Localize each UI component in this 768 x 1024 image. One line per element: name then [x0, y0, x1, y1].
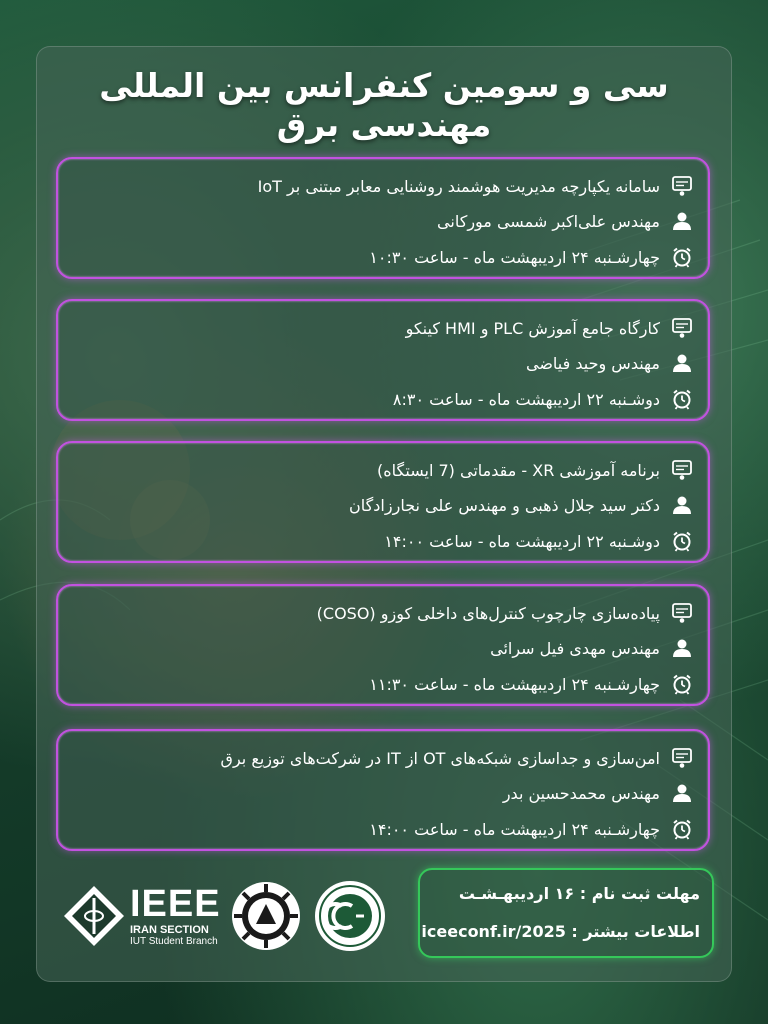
event-time: چهارشـنبه ۲۴ اردیبهشت ماه - ساعت ۱۰:۳۰ — [369, 247, 660, 267]
iut-university-logo — [230, 880, 302, 952]
alarm-clock-icon — [670, 817, 694, 841]
ieee-section-label: IRAN SECTION — [130, 924, 209, 936]
event-topic-row — [72, 743, 694, 773]
alarm-clock-icon — [670, 672, 694, 696]
user-icon — [670, 493, 694, 517]
event-topic: برنامه آموزشی XR - مقدماتی (7 ایستگاه) — [377, 460, 660, 480]
alarm-clock-icon — [670, 529, 694, 553]
event-time-row — [72, 669, 694, 699]
event-speaker: مهندس مهدی فیل سرائی — [490, 638, 660, 658]
registration-info-box — [418, 868, 714, 958]
event-time-row — [72, 814, 694, 844]
alarm-clock-icon — [670, 245, 694, 269]
event-topic: امن‌سازی و جداسازی شبکه‌های OT از IT در شرکت‌های توزیع برق — [220, 748, 660, 768]
event-speaker-row — [72, 633, 694, 663]
event-speaker-row — [72, 490, 694, 520]
event-card — [56, 157, 710, 279]
alarm-clock-icon — [670, 387, 694, 411]
presentation-board-icon — [670, 174, 694, 198]
event-time-row — [72, 526, 694, 556]
presentation-board-icon — [670, 746, 694, 770]
page-title: سی و سومین کنفرانس بین المللی مهندسی برق — [99, 66, 669, 144]
event-card — [56, 584, 710, 706]
event-card — [56, 441, 710, 563]
event-speaker-row — [72, 348, 694, 378]
ieee-diamond-logo — [62, 884, 126, 948]
event-topic: سامانه یکپارچه مدیریت هوشمند روشنایی معابر مبتنی بر IoT — [257, 176, 660, 196]
registration-deadline: مهلت ثبت نام : ۱۶ اردیبهـشـت — [458, 884, 700, 903]
event-speaker: مهندس وحید فیاضی — [526, 353, 660, 373]
icee-conference-logo — [312, 878, 388, 954]
event-topic-row — [72, 313, 694, 343]
event-speaker: مهندس علی‌اکبر شمسی مورکانی — [437, 211, 660, 231]
presentation-board-icon — [670, 316, 694, 340]
event-time: دوشـنبه ۲۲ اردیبهشت ماه - ساعت ۱۴:۰۰ — [384, 531, 660, 551]
event-time: چهارشـنبه ۲۴ اردیبهشت ماه - ساعت ۱۱:۳۰ — [369, 674, 660, 694]
presentation-board-icon — [670, 458, 694, 482]
event-card — [56, 299, 710, 421]
ieee-wordmark: IEEE — [130, 883, 221, 925]
presentation-board-icon — [670, 601, 694, 625]
user-icon — [670, 781, 694, 805]
event-topic-row — [72, 455, 694, 485]
event-time: دوشـنبه ۲۲ اردیبهشت ماه - ساعت ۸:۳۰ — [392, 389, 660, 409]
event-topic-row — [72, 598, 694, 628]
event-speaker: دکتر سید جلال ذهبی و مهندس علی نجارزادگان — [349, 495, 660, 515]
user-icon — [670, 209, 694, 233]
more-info-link[interactable]: اطلاعات بیشتر : iceeconf.ir/2025 — [421, 922, 700, 941]
event-time: چهارشـنبه ۲۴ اردیبهشت ماه - ساعت ۱۴:۰۰ — [369, 819, 660, 839]
event-speaker-row — [72, 778, 694, 808]
event-time-row — [72, 242, 694, 272]
user-icon — [670, 351, 694, 375]
event-time-row — [72, 384, 694, 414]
user-icon — [670, 636, 694, 660]
event-topic-row — [72, 171, 694, 201]
event-speaker: مهندس محمدحسین بدر — [502, 783, 660, 803]
event-card — [56, 729, 710, 851]
ieee-branch-label: IUT Student Branch — [130, 936, 218, 947]
ieee-branch-wordmark — [130, 884, 221, 948]
event-topic: پیاده‌سازی چارچوب کنترل‌های داخلی کوزو (COSO) — [316, 603, 660, 623]
event-speaker-row — [72, 206, 694, 236]
event-topic: کارگاه جامع آموزش PLC و HMI کینکو — [405, 318, 660, 338]
